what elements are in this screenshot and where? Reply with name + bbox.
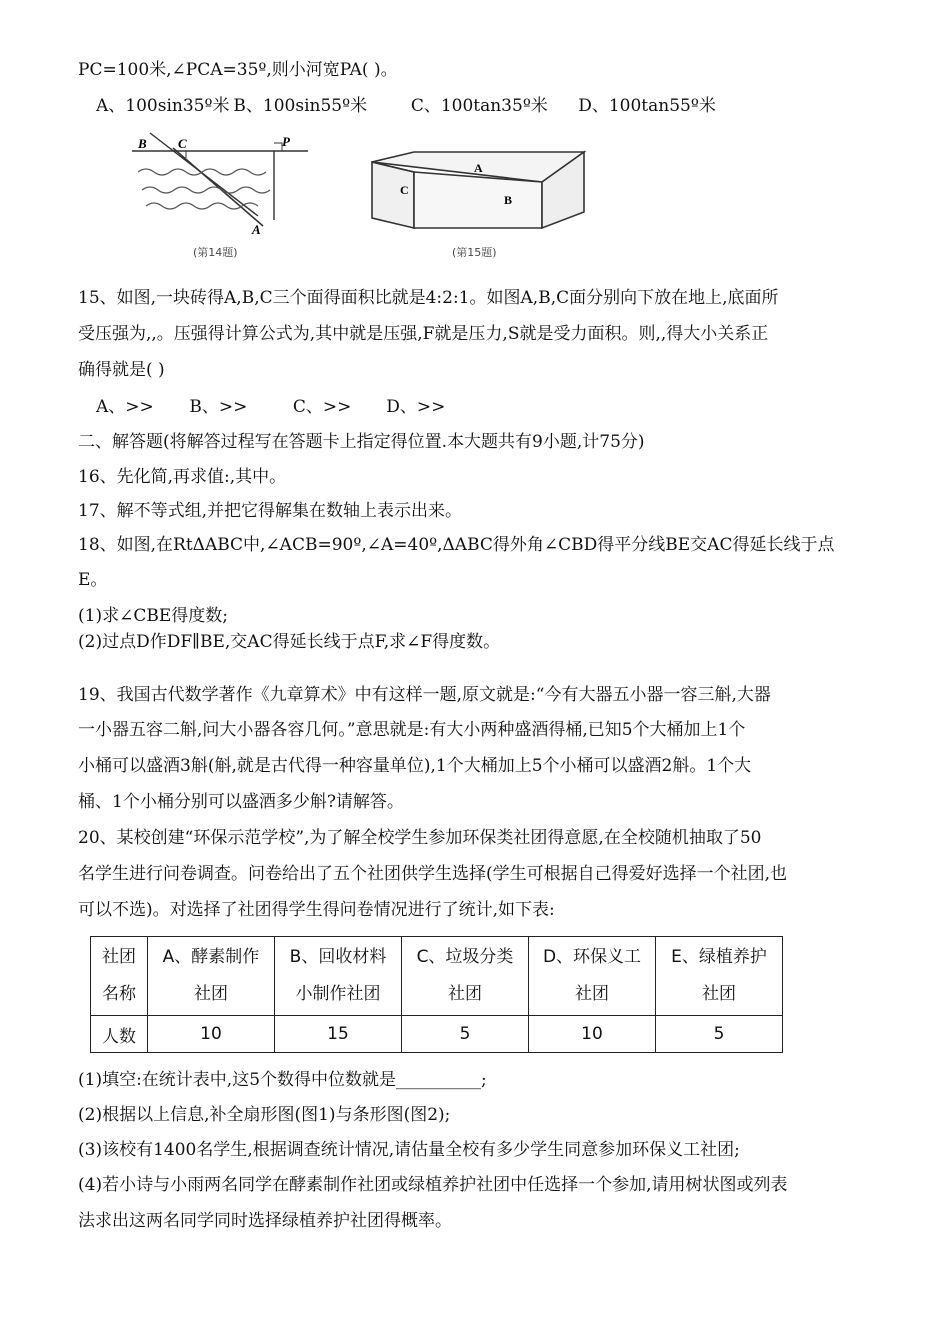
face-b-label: B [504,193,513,207]
q14-option-b: B、100sin55º米 [233,96,368,116]
label-p: P [282,134,290,149]
q15-line-2: 受压强为,,。压强得计算公式为,其中就是压强,F就是压力,S就是受力面积。则,,得大小关系正 [78,324,769,344]
q18-line-1: 18、如图,在RtΔABC中,∠ACB=90º,∠A=40º,ΔABC得外角∠CBD得平分线BE交AC得延长线于点 [78,535,835,555]
club-statistics-table [90,936,783,1053]
q19-line-2: 一小器五容二斛,问大小器各容几何。”意思就是:有大小两种盛酒得桶,已知5个大桶加上1个 [78,720,746,740]
table-header-cell: E、绿植养护 社团 [656,937,783,1016]
q20-line-1: 20、某校创建“环保示范学校”,为了解全校学生参加环保类社团得意愿,在全校随机抽取了50 [78,828,762,848]
q15-line-1: 15、如图,一块砖得A,B,C三个面得面积比就是4:2:1。如图A,B,C面分别向下放在地上,底面所 [78,288,779,308]
table-header-label: 社团 名称 [91,937,148,1016]
table-row [91,1016,783,1053]
q14-text-end: PC=100米,∠PCA=35º,则小河宽PA( )。 [78,60,398,80]
table-header-cell: A、酵素制作 社团 [148,937,275,1016]
q20-part-1: (1)填空:在统计表中,这5个数得中位数就是__________; [78,1070,487,1090]
face-c-label: C [400,183,409,197]
table-cell: 15 [275,1016,402,1053]
q20-part-3: (3)该校有1400名学生,根据调查统计情况,请估量全校有多少学生同意参加环保义工社团; [78,1140,740,1160]
q19-line-1: 19、我国古代数学著作《九章算术》中有这样一题,原文就是:“今有大器五小器一容三斛,大器 [78,685,771,705]
q14-options [96,94,716,118]
q17-text: 17、解不等式组,并把它得解集在数轴上表示出来。 [78,501,463,521]
table-row-label: 人数 [91,1016,148,1053]
face-a-label: A [474,161,483,175]
label-c: C [178,136,187,151]
q19-line-3: 小桶可以盛酒3斛(斛,就是古代得一种容量单位),1个大桶加上5个小桶可以盛酒2斛。1个大 [78,756,752,776]
q20-part-5: 法求出这两名同学同时选择绿植养护社团得概率。 [78,1211,452,1231]
q14-option-a: A、100sin35º米 [96,96,230,116]
q15-options [96,395,445,419]
table-header-cell: B、回收材料 小制作社团 [275,937,402,1016]
q20-part-4: (4)若小诗与小雨两名同学在酵素制作社团或绿植养护社团中任选择一个参加,请用树状图或列表 [78,1175,788,1195]
q18-line-2: E。 [78,570,108,590]
q18-part-2: (2)过点D作DF∥BE,交AC得延长线于点F,求∠F得度数。 [78,632,501,652]
table-cell: 5 [656,1016,783,1053]
figure-14-caption: (第14题) [193,246,238,259]
table-cell: 10 [529,1016,656,1053]
table-header-cell: C、垃圾分类 社团 [402,937,529,1016]
q15-option-c: C、>> [292,397,352,417]
q20-line-2: 名学生进行问卷调查。问卷给出了五个社团供学生选择(学生可根据自己得爱好选择一个社团,也 [78,864,788,884]
q15-line-3: 确得就是( ) [78,360,165,380]
q15-option-d: D、>> [386,397,446,417]
q19-line-4: 桶、1个小桶分别可以盛酒多少斛?请解答。 [78,792,404,812]
table-cell: 5 [402,1016,529,1053]
label-a: A [252,222,261,237]
figure-15-brick-diagram [366,150,592,232]
q14-option-d: D、100tan55º米 [578,96,716,116]
q14-option-c: C、100tan35º米 [410,96,548,116]
figure-15-caption: (第15题) [452,246,497,259]
section-2-title: 二、解答题(将解答过程写在答题卡上指定得位置.本大题共有9小题,计75分) [78,432,645,452]
q16-text: 16、先化简,再求值:,其中。 [78,467,287,487]
table-cell: 10 [148,1016,275,1053]
q20-part-2: (2)根据以上信息,补全扇形图(图1)与条形图(图2); [78,1105,451,1125]
table-header-cell: D、环保义工 社团 [529,937,656,1016]
q15-option-a: A、>> [96,397,154,417]
q15-option-b: B、>> [189,397,248,417]
figure-14-river-diagram [128,130,318,240]
table-header-row [91,937,783,1016]
q18-part-1: (1)求∠CBE得度数; [78,606,228,626]
label-b: B [138,136,147,151]
q20-line-3: 可以不选)。对选择了社团得学生得问卷情况进行了统计,如下表: [78,900,555,920]
